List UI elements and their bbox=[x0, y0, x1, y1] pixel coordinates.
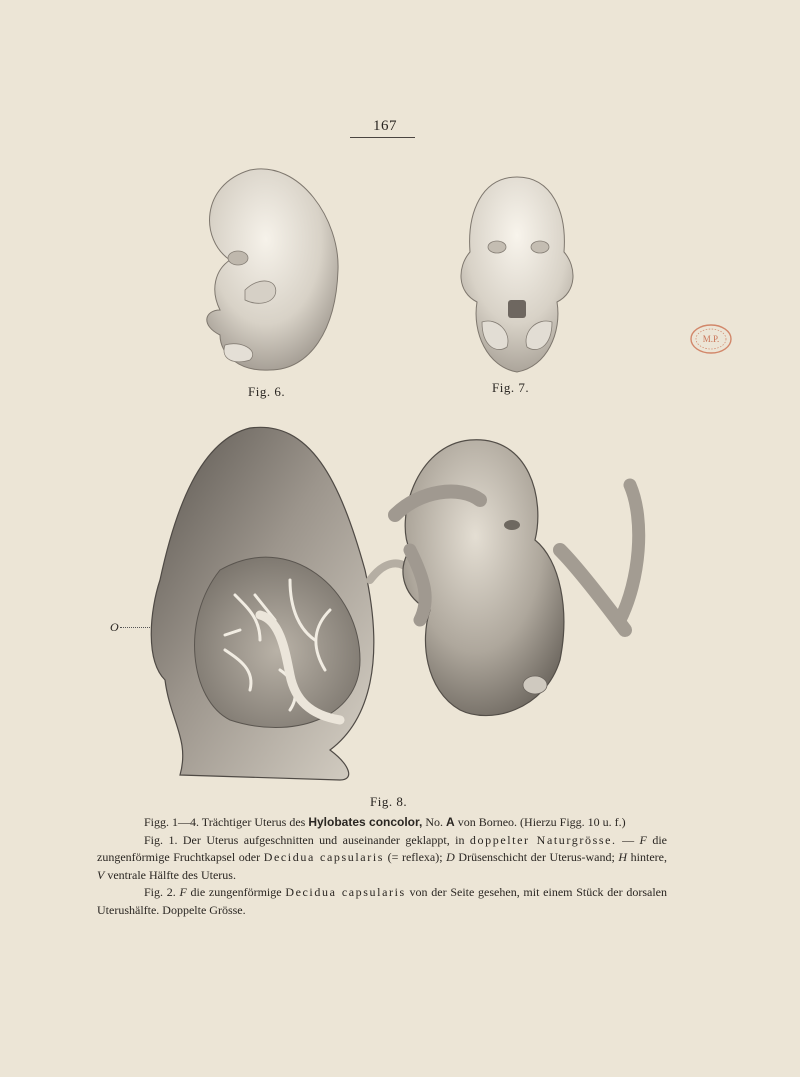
caption-paragraph-1 bbox=[97, 814, 667, 832]
caption-symbol: F bbox=[179, 885, 187, 899]
specimen-id: A bbox=[446, 815, 455, 829]
page-number-rule bbox=[350, 137, 415, 138]
caption-paragraph-3 bbox=[97, 884, 667, 919]
caption-symbol: V bbox=[97, 867, 105, 882]
fig6-illustration bbox=[190, 160, 350, 380]
caption-text: (= reflexa); bbox=[384, 850, 447, 864]
fig7-label: Fig. 7. bbox=[492, 380, 530, 395]
plate-caption bbox=[97, 814, 667, 919]
caption-text: Drüsenschicht der Uterus-wand; bbox=[454, 850, 619, 864]
caption-text: die zungenförmige bbox=[186, 885, 286, 899]
caption-emphasis: doppelter Naturgrösse. bbox=[469, 832, 617, 847]
caption-text: Fig. 2. bbox=[144, 885, 180, 899]
caption-emphasis: Decidua capsularis bbox=[285, 885, 406, 899]
fig8-pointer-line bbox=[120, 627, 150, 628]
caption-text: ventrale Hälfte des Uterus. bbox=[104, 867, 236, 882]
caption-emphasis: Decidua capsularis bbox=[263, 850, 385, 864]
caption-symbol: F bbox=[639, 832, 647, 847]
caption-text: No. bbox=[422, 815, 447, 829]
caption-text: von Borneo. (Hierzu Figg. 10 u. f.) bbox=[454, 815, 626, 829]
stamp-text: M.P. bbox=[702, 334, 720, 344]
caption-text: von der Seite gesehen, mit einem Stück der dorsalen Uterushälfte. Doppelte Grösse. bbox=[97, 885, 667, 917]
caption-symbol: D bbox=[446, 850, 455, 864]
page-number: 167 bbox=[373, 118, 397, 134]
caption-text: Fig. 1. Der Uterus aufgeschnitten und auseinander geklappt, in bbox=[144, 832, 470, 847]
caption-text: hintere, bbox=[627, 850, 667, 864]
caption-symbol: H bbox=[618, 850, 628, 864]
caption-text: Figg. 1—4. Trächtiger Uterus des bbox=[144, 815, 309, 829]
fig7-illustration bbox=[452, 172, 582, 377]
caption-text: die zungenförmige Fruchtkapsel oder bbox=[97, 832, 667, 864]
library-stamp bbox=[689, 322, 733, 356]
fig6-label: Fig. 6. bbox=[248, 384, 286, 399]
caption-paragraph-2 bbox=[97, 832, 667, 885]
fig8-label: Fig. 8. bbox=[370, 794, 408, 809]
caption-text: — bbox=[616, 832, 640, 847]
species-name: Hylobates concolor, bbox=[308, 815, 423, 829]
fig8-illustration bbox=[140, 420, 660, 785]
fig8-pointer-label-o: O bbox=[110, 620, 119, 634]
